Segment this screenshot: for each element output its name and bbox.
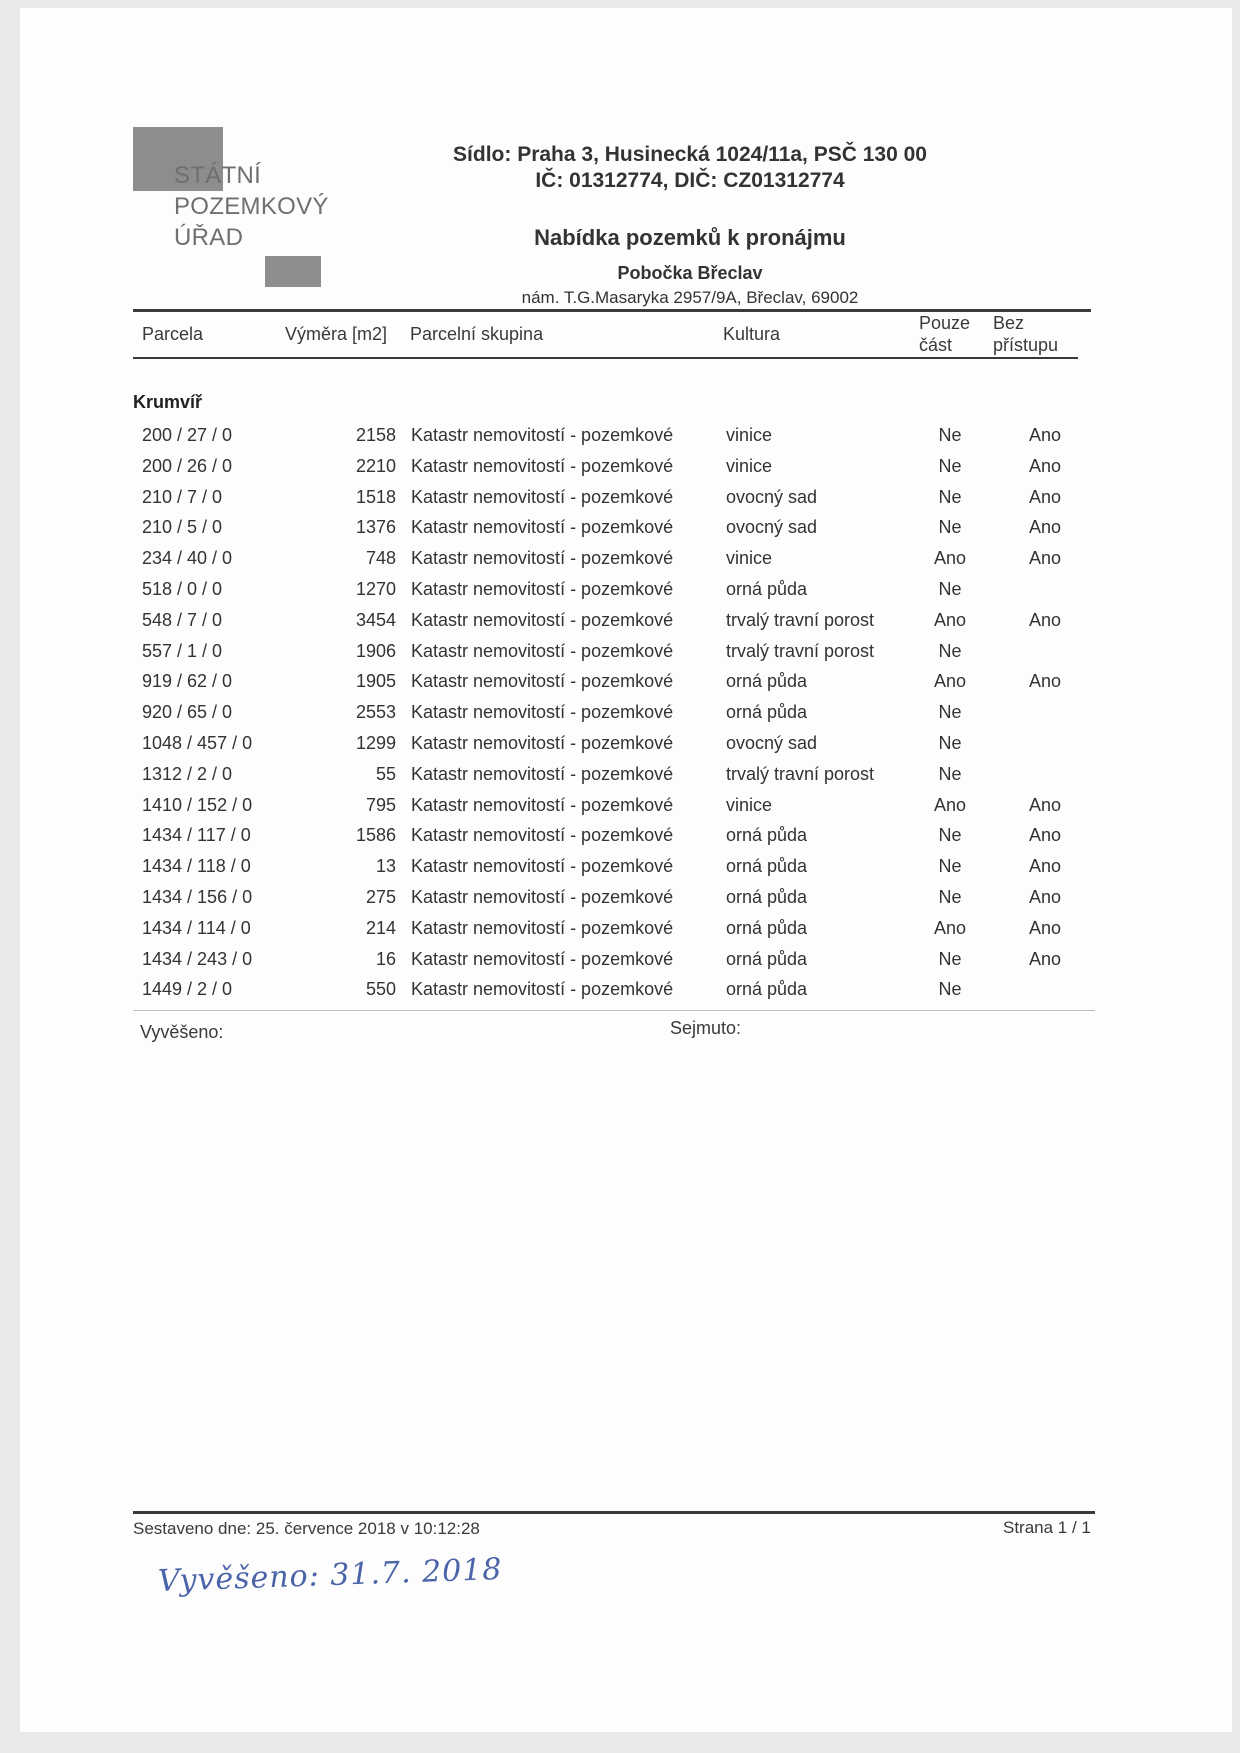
cell-kultura: ovocný sad	[726, 733, 818, 753]
cell-bez: Ano	[1028, 517, 1062, 538]
cell-pouze: Ne	[938, 763, 962, 784]
cell-pouze: Ano	[933, 917, 967, 938]
cell-bez: Ano	[1028, 887, 1062, 907]
cell-bez: Ano	[1028, 486, 1062, 507]
cell-skupina: Katastr nemovitostí - pozemkové	[411, 486, 674, 507]
logo-line-2: POZEMKOVÝ	[174, 193, 329, 220]
logo-block-bottom	[265, 256, 321, 287]
table-row	[0, 856, 1240, 887]
cell-parcela: 210 / 5 / 0	[142, 517, 223, 538]
cell-bez: Ano	[1028, 825, 1062, 846]
cell-parcela: 1434 / 117 / 0	[142, 825, 251, 846]
cell-bez: Ano	[1028, 917, 1062, 938]
table-row	[0, 579, 1240, 610]
cell-parcela: 919 / 62 / 0	[142, 671, 233, 692]
cell-kultura: vinice	[726, 425, 773, 445]
header-rule-top	[133, 309, 1091, 312]
table-row	[0, 949, 1240, 980]
cell-kultura: vinice	[726, 548, 773, 569]
table-row	[0, 795, 1240, 826]
cell-parcela: 234 / 40 / 0	[142, 548, 233, 569]
header-ico: IČ: 01312774, DIČ: CZ01312774	[535, 169, 845, 192]
table-row	[0, 764, 1240, 795]
cell-pouze: Ne	[938, 733, 962, 753]
cell-vymera: 13	[375, 856, 396, 877]
cell-skupina: Katastr nemovitostí - pozemkové	[411, 794, 674, 815]
cell-skupina: Katastr nemovitostí - pozemkové	[411, 948, 674, 969]
col-header-pouze-line1: Pouze	[919, 313, 971, 333]
cell-pouze: Ne	[938, 979, 962, 1000]
compiled-date: Sestaveno dne: 25. července 2018 v 10:12:28	[133, 1519, 480, 1538]
cell-parcela: 518 / 0 / 0	[142, 579, 223, 599]
cell-kultura: trvalý travní porost	[726, 640, 875, 661]
cell-bez: Ano	[1028, 948, 1062, 969]
cell-kultura: ovocný sad	[726, 517, 818, 538]
cell-skupina: Katastr nemovitostí - pozemkové	[411, 825, 674, 846]
table-row	[0, 887, 1240, 918]
posted-label: Vyvěšeno:	[140, 1022, 224, 1042]
cell-skupina: Katastr nemovitostí - pozemkové	[411, 640, 674, 661]
cell-parcela: 1048 / 457 / 0	[142, 733, 253, 753]
cell-kultura: ovocný sad	[726, 486, 818, 507]
cell-vymera: 1586	[355, 825, 396, 846]
cell-vymera: 214	[365, 917, 396, 938]
cell-pouze: Ne	[938, 948, 962, 969]
cell-skupina: Katastr nemovitostí - pozemkové	[411, 702, 674, 723]
cell-pouze: Ne	[938, 517, 962, 538]
cell-pouze: Ano	[933, 548, 967, 569]
cell-vymera: 3454	[355, 609, 396, 630]
cell-bez: Ano	[1028, 671, 1062, 692]
col-header-kultura: Kultura	[723, 324, 781, 344]
table-row	[0, 671, 1240, 702]
cell-parcela: 200 / 26 / 0	[142, 455, 233, 476]
cell-bez: Ano	[1028, 794, 1062, 815]
cell-vymera: 1906	[355, 640, 396, 661]
cell-vymera: 1376	[355, 517, 396, 538]
cell-parcela: 1410 / 152 / 0	[142, 794, 253, 815]
cell-parcela: 548 / 7 / 0	[142, 609, 223, 630]
col-header-bez-line1: Bez	[993, 313, 1025, 333]
cell-kultura: orná půda	[726, 856, 808, 877]
cell-skupina: Katastr nemovitostí - pozemkové	[411, 455, 674, 476]
cell-kultura: orná půda	[726, 917, 808, 938]
handwritten-posted-note: Vyvěšeno: 31.7. 2018	[157, 1551, 504, 1600]
cell-parcela: 920 / 65 / 0	[142, 702, 233, 723]
cell-parcela: 1434 / 118 / 0	[142, 856, 251, 877]
logo-line-3: ÚŘAD	[174, 224, 244, 251]
logo-text	[174, 160, 329, 253]
cell-pouze: Ne	[938, 856, 962, 877]
cell-kultura: vinice	[726, 794, 773, 815]
col-header-vymera: Výměra [m2]	[285, 324, 388, 344]
cell-pouze: Ne	[938, 486, 962, 507]
cell-skupina: Katastr nemovitostí - pozemkové	[411, 887, 674, 907]
table-row	[0, 918, 1240, 949]
cell-vymera: 2553	[355, 702, 396, 723]
table-row	[0, 517, 1240, 548]
page-number: Strana 1 / 1	[1003, 1518, 1091, 1537]
cell-pouze: Ne	[938, 825, 962, 846]
cell-vymera: 275	[365, 887, 396, 907]
cell-vymera: 2210	[355, 455, 396, 476]
cell-skupina: Katastr nemovitostí - pozemkové	[411, 548, 674, 569]
col-header-bez-line2: přístupu	[993, 335, 1059, 355]
cell-parcela: 1449 / 2 / 0	[142, 979, 233, 1000]
cell-skupina: Katastr nemovitostí - pozemkové	[411, 733, 674, 753]
cell-pouze: Ne	[938, 640, 962, 661]
cell-kultura: orná půda	[726, 825, 808, 846]
group-title: Krumvíř	[133, 392, 203, 412]
table-row	[0, 548, 1240, 579]
cell-pouze: Ne	[938, 425, 962, 445]
cell-skupina: Katastr nemovitostí - pozemkové	[411, 579, 674, 599]
cell-kultura: orná půda	[726, 979, 808, 1000]
cell-skupina: Katastr nemovitostí - pozemkové	[411, 671, 674, 692]
table-row	[0, 825, 1240, 856]
cell-vymera: 1299	[355, 733, 396, 753]
cell-pouze: Ne	[938, 702, 962, 723]
cell-bez: Ano	[1028, 455, 1062, 476]
cell-vymera: 16	[375, 948, 396, 969]
header-sidlo: Sídlo: Praha 3, Husinecká 1024/11a, PSČ 130 00	[453, 143, 927, 166]
cell-skupina: Katastr nemovitostí - pozemkové	[411, 856, 674, 877]
cell-vymera: 1518	[355, 486, 396, 507]
cell-parcela: 1434 / 243 / 0	[142, 948, 253, 969]
cell-parcela: 1434 / 114 / 0	[142, 917, 251, 938]
table-row	[0, 641, 1240, 672]
cell-skupina: Katastr nemovitostí - pozemkové	[411, 917, 674, 938]
table-row	[0, 733, 1240, 764]
cell-skupina: Katastr nemovitostí - pozemkové	[411, 425, 674, 445]
cell-parcela: 557 / 1 / 0	[142, 640, 223, 661]
cell-pouze: Ano	[933, 609, 967, 630]
cell-pouze: Ne	[938, 579, 962, 599]
removed-label: Sejmuto:	[670, 1018, 742, 1038]
branch-name: Pobočka Břeclav	[617, 263, 763, 283]
table-row	[0, 702, 1240, 733]
cell-bez: Ano	[1028, 856, 1062, 877]
cell-vymera: 550	[365, 979, 396, 1000]
cell-vymera: 795	[365, 794, 396, 815]
branch-address: nám. T.G.Masaryka 2957/9A, Břeclav, 69002	[521, 288, 859, 307]
cell-kultura: orná půda	[726, 887, 808, 907]
cell-vymera: 55	[375, 763, 396, 784]
cell-kultura: orná půda	[726, 702, 808, 723]
cell-skupina: Katastr nemovitostí - pozemkové	[411, 763, 674, 784]
cell-kultura: vinice	[726, 455, 773, 476]
table-row	[0, 610, 1240, 641]
cell-vymera: 1905	[355, 671, 396, 692]
page-title: Nabídka pozemků k pronájmu	[534, 225, 846, 250]
cell-bez: Ano	[1028, 425, 1062, 445]
cell-bez: Ano	[1028, 609, 1062, 630]
logo-line-1: STÁTNÍ	[174, 162, 262, 189]
cell-vymera: 1270	[355, 579, 396, 599]
cell-kultura: orná půda	[726, 579, 808, 599]
cell-pouze: Ne	[938, 887, 962, 907]
cell-parcela: 210 / 7 / 0	[142, 486, 223, 507]
table-row	[0, 456, 1240, 487]
table-row	[0, 425, 1240, 456]
cell-vymera: 748	[365, 548, 396, 569]
cell-skupina: Katastr nemovitostí - pozemkové	[411, 517, 674, 538]
cell-kultura: trvalý travní porost	[726, 763, 875, 784]
cell-kultura: orná půda	[726, 671, 808, 692]
footer-rule	[133, 1511, 1095, 1514]
col-header-skupina: Parcelní skupina	[410, 324, 544, 344]
table-row	[0, 487, 1240, 518]
cell-vymera: 2158	[355, 425, 396, 445]
header-rule-bottom	[133, 357, 1078, 359]
cell-pouze: Ano	[933, 794, 967, 815]
cell-kultura: trvalý travní porost	[726, 609, 875, 630]
cell-parcela: 200 / 27 / 0	[142, 425, 233, 445]
col-header-parcela: Parcela	[142, 324, 204, 344]
cell-skupina: Katastr nemovitostí - pozemkové	[411, 609, 674, 630]
table-row	[0, 979, 1240, 1010]
cell-skupina: Katastr nemovitostí - pozemkové	[411, 979, 674, 1000]
table-end-rule	[133, 1010, 1095, 1011]
cell-pouze: Ne	[938, 455, 962, 476]
cell-pouze: Ano	[933, 671, 967, 692]
col-header-pouze-line2: část	[919, 335, 953, 355]
cell-bez: Ano	[1028, 548, 1062, 569]
cell-kultura: orná půda	[726, 948, 808, 969]
cell-parcela: 1434 / 156 / 0	[142, 887, 253, 907]
cell-parcela: 1312 / 2 / 0	[142, 763, 233, 784]
